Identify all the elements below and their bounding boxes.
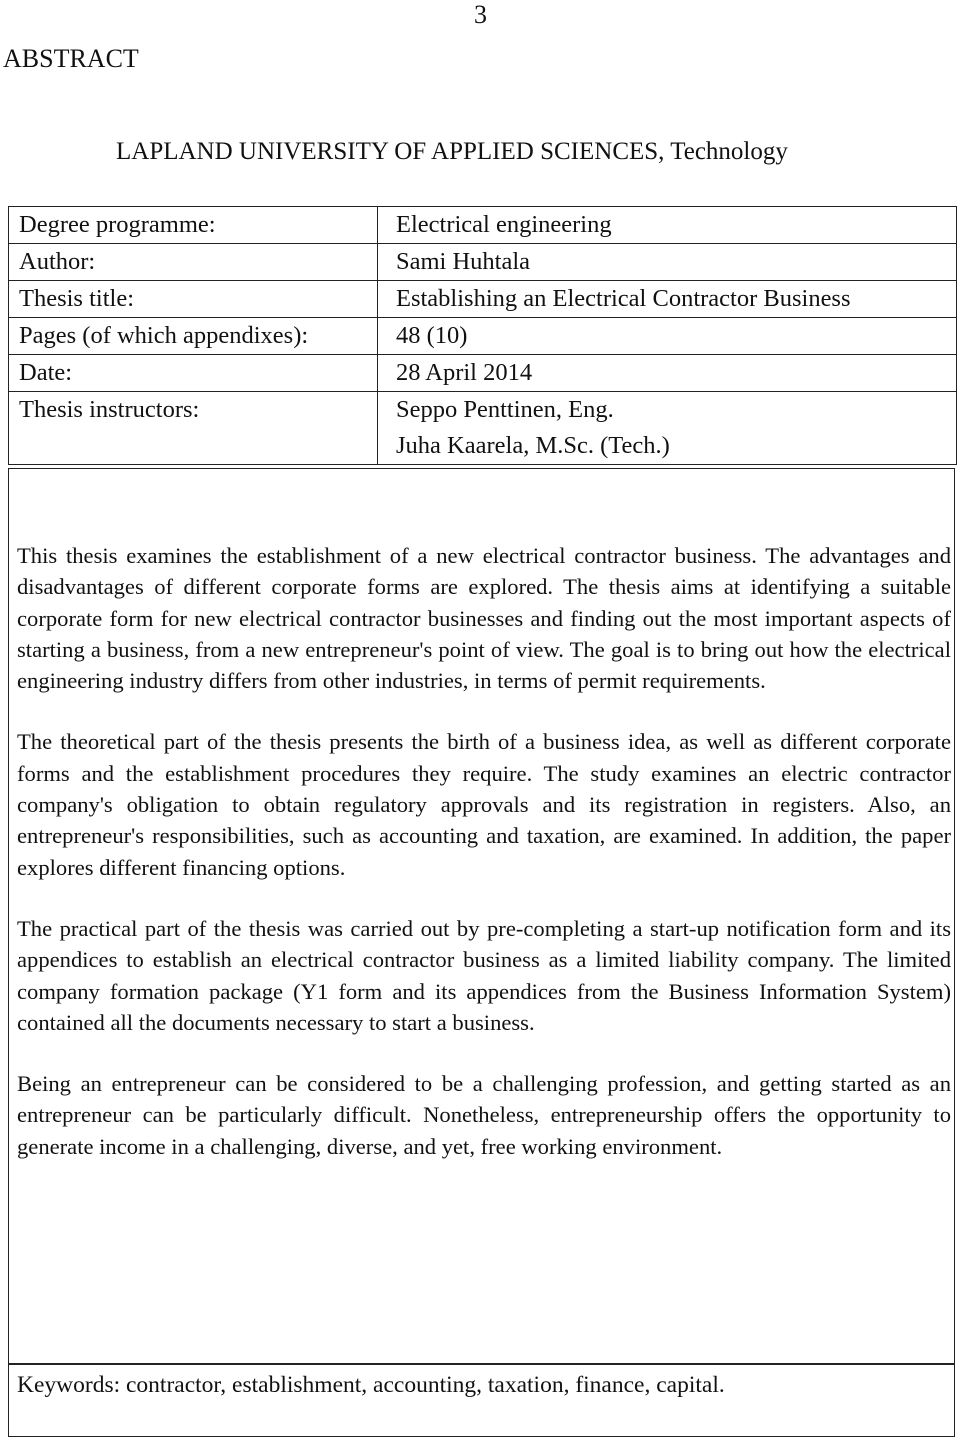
keywords: Keywords: contractor, establishment, accounting, taxation, finance, capital.: [17, 1372, 725, 1398]
page-number: 3: [474, 0, 487, 29]
meta-row-instructors: [9, 392, 957, 465]
meta-label: [9, 392, 378, 465]
meta-row-pages: [9, 318, 957, 355]
abstract-paragraph: The practical part of the thesis was carried out by pre-completing a start-up notification form and its appendices to establish an electrical contractor business as a limited liability company. The limited company formation package (Y1 form and its appendices from the Business Information System) contained all the documents necessary to start a business.: [17, 915, 951, 1035]
meta-row-date: [9, 355, 957, 392]
meta-row-author: [9, 244, 957, 281]
instructor-name: Juha Kaarela, M.Sc. (Tech.): [396, 432, 670, 459]
meta-value: Electrical engineering: [378, 207, 957, 244]
instructors-label: Thesis instructors:: [19, 396, 200, 423]
meta-value: 28 April 2014: [378, 355, 957, 392]
meta-label: Author:: [9, 244, 378, 281]
institution-name: LAPLAND UNIVERSITY OF APPLIED SCIENCES, Technology: [116, 138, 788, 165]
meta-label: Pages (of which appendixes):: [9, 318, 378, 355]
meta-value: Establishing an Electrical Contractor Business: [378, 281, 957, 318]
meta-value: 48 (10): [378, 318, 957, 355]
abstract-heading: ABSTRACT: [3, 44, 139, 73]
meta-label: Thesis title:: [9, 281, 378, 318]
meta-row-degree: [9, 207, 957, 244]
meta-value: Sami Huhtala: [378, 244, 957, 281]
thesis-metadata-table: [8, 206, 957, 465]
meta-label: Degree programme:: [9, 207, 378, 244]
abstract-paragraph: This thesis examines the establishment of a new electrical contractor business. The advantages and disadvantages of different corporate forms are explored. The thesis aims at identifying a suitable corporate form for new electrical contractor businesses and finding out the most important aspects of starting a business, from a new entrepreneur's point of view. The goal is to bring out how the electrical engineering industry differs from other industries, in terms of permit requirements.: [17, 543, 951, 694]
abstract-body: [17, 540, 951, 1192]
abstract-paragraph: Being an entrepreneur can be considered to be a challenging profession, and getting started as an entrepreneur can be particularly difficult. Nonetheless, entrepreneurship offers the opportunity to generate income in a challenging, diverse, and yet, free working environment.: [17, 1071, 951, 1159]
instructor-name: Seppo Penttinen, Eng.: [396, 396, 614, 423]
abstract-paragraph: The theoretical part of the thesis presents the birth of a business idea, as well as different corporate forms and the establishment procedures they require. The study examines an electric contractor company's obligation to obtain regulatory approvals and its registration in registers. Also, an entrepreneur's responsibilities, such as accounting and taxation, are examined. In addition, the paper explores different financing options.: [17, 729, 951, 880]
meta-label: Date:: [9, 355, 378, 392]
meta-value: [378, 392, 957, 465]
meta-row-title: [9, 281, 957, 318]
